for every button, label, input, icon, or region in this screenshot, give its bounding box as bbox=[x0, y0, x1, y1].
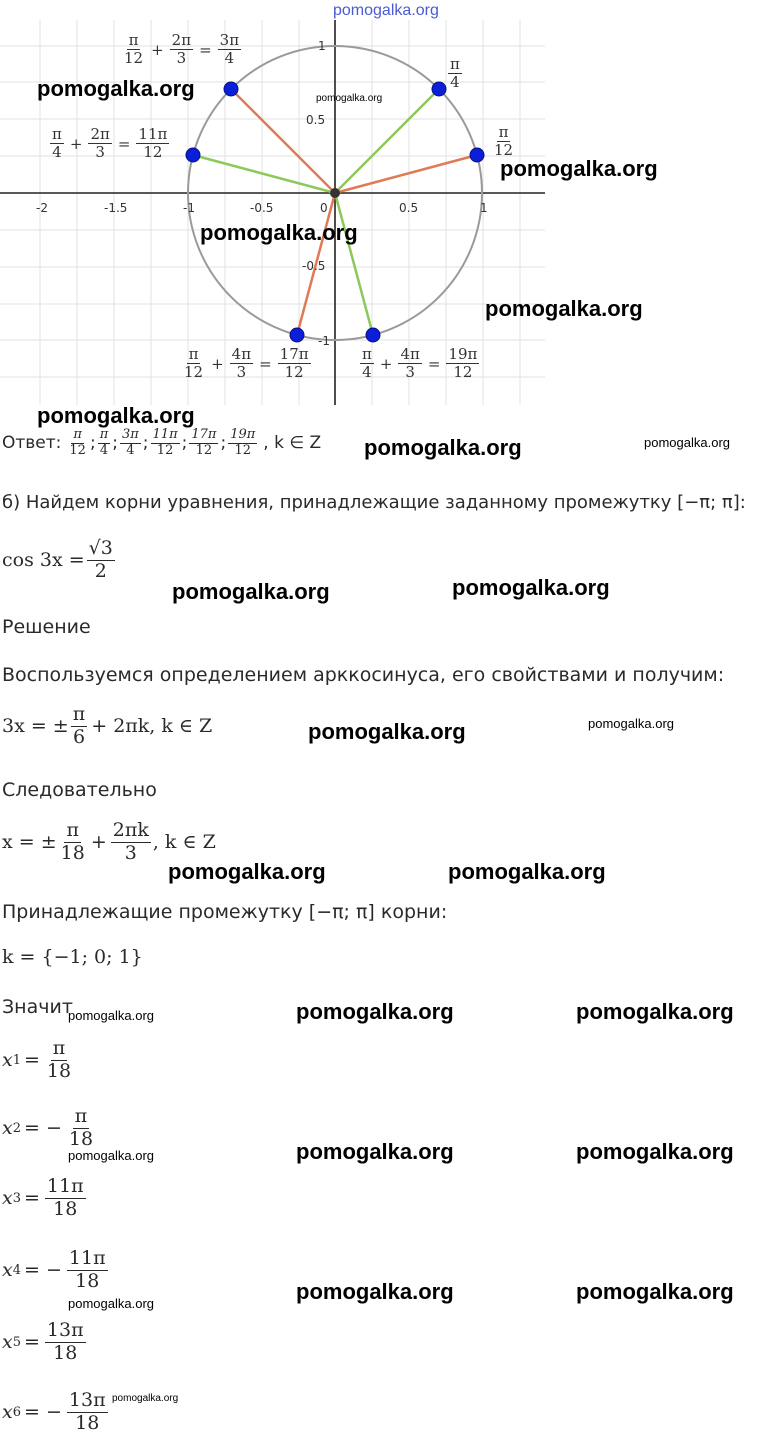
point-pi-12 bbox=[470, 148, 484, 162]
tick-x-0-5: 0.5 bbox=[399, 201, 419, 215]
equation-cos3x: cos 3x = $\frac{√3}{2}$ bbox=[2, 537, 113, 582]
watermark: pomogalka.org bbox=[200, 220, 358, 245]
label-3pi-4: $\frac{\pi}{12}$ + $\frac{2\pi}{3}$ = $\frac{3\pi}{4}$ bbox=[124, 31, 240, 68]
tick-x-neg1-5: -1.5 bbox=[104, 201, 128, 215]
watermark: pomogalka.org bbox=[37, 76, 195, 101]
watermark: pomogalka.org bbox=[68, 1296, 154, 1311]
k-set: k = {−1; 0; 1} bbox=[2, 946, 143, 968]
hence-text: Значит bbox=[2, 996, 73, 1018]
watermark: pomogalka.org bbox=[112, 1393, 179, 1404]
watermark: pomogalka.org bbox=[588, 716, 674, 731]
origin-point bbox=[330, 188, 340, 198]
point-19pi-12 bbox=[366, 328, 380, 342]
equation-x: x = ± $\frac{\pi}{18}$ + $\frac{2\pi k}{3}$ , k ∈ Z bbox=[2, 819, 216, 864]
root-x2: x 2 = − $\frac{\pi}{18}$ bbox=[2, 1105, 94, 1150]
label-11pi-12: $\frac{\pi}{4}$ + $\frac{2\pi}{3}$ = $\frac{11\pi}{12}$ bbox=[52, 125, 168, 162]
answer-label: Ответ: bbox=[2, 433, 62, 454]
watermark: pomogalka.org bbox=[576, 999, 734, 1024]
answer-line: Ответ: $\frac{\pi}{12}$ ; $\frac{\pi}{4}$ ; $\frac{3\pi}{4}$ ; $\frac{11\pi}{12}$ ; $\frac{17\pi}{12}$ ; $\frac{19\pi}{12}$ , k ∈ Z bbox=[2, 427, 322, 458]
equation-3x: 3x = ± $\frac{\pi}{6}$ + 2πk, k ∈ Z bbox=[2, 703, 213, 748]
part-b-heading: б) Найдем корни уравнения, принадлежащие заданному промежутку [−π; π]: bbox=[2, 492, 746, 513]
root-x6: x 6 = − $\frac{13\pi}{18}$ bbox=[2, 1389, 106, 1434]
watermark: pomogalka.org bbox=[68, 1148, 154, 1163]
watermark: pomogalka.org bbox=[576, 1279, 734, 1304]
root-x5: x 5 = $\frac{13\pi}{18}$ bbox=[2, 1319, 84, 1364]
tick-y-0-5: 0.5 bbox=[306, 113, 326, 127]
watermark: pomogalka.org bbox=[485, 296, 643, 321]
point-11pi-12 bbox=[186, 148, 200, 162]
arccos-text: Воспользуемся определением арккосинуса, его свойствами и получим: bbox=[2, 664, 725, 686]
watermark: pomogalka.org bbox=[500, 156, 658, 181]
watermark: pomogalka.org bbox=[168, 859, 326, 884]
solution-heading: Решение bbox=[2, 616, 91, 638]
point-17pi-12 bbox=[290, 328, 304, 342]
tick-x-neg2: -2 bbox=[36, 201, 48, 215]
label-19pi-12: $\frac{\pi}{4}$ + $\frac{4\pi}{3}$ = $\frac{19\pi}{12}$ bbox=[362, 345, 478, 382]
tick-y-neg1: -1 bbox=[318, 334, 330, 348]
watermark: pomogalka.org bbox=[172, 579, 330, 604]
watermark: pomogalka.org bbox=[452, 575, 610, 600]
watermark: pomogalka.org bbox=[296, 999, 454, 1024]
belong-text: Принадлежащие промежутку [−π; π] корни: bbox=[2, 901, 448, 923]
watermark: pomogalka.org bbox=[296, 1139, 454, 1164]
watermark: pomogalka.org bbox=[308, 719, 466, 744]
point-pi-4 bbox=[432, 82, 446, 96]
watermark-top: pomogalka.org bbox=[333, 2, 439, 19]
tick-x-neg0-5: -0.5 bbox=[250, 201, 274, 215]
watermark: pomogalka.org bbox=[576, 1139, 734, 1164]
root-x3: x 3 = $\frac{11\pi}{18}$ bbox=[2, 1175, 84, 1220]
watermark: pomogalka.org bbox=[296, 1279, 454, 1304]
watermark: pomogalka.org bbox=[364, 435, 522, 460]
watermark: pomogalka.org bbox=[68, 1008, 154, 1023]
root-x4: x 4 = − $\frac{11\pi}{18}$ bbox=[2, 1247, 106, 1292]
label-17pi-12: $\frac{\pi}{12}$ + $\frac{4\pi}{3}$ = $\frac{17\pi}{12}$ bbox=[184, 345, 309, 382]
tick-x-neg1: -1 bbox=[183, 201, 195, 215]
watermark: pomogalka.org bbox=[37, 403, 195, 428]
tick-y-1: 1 bbox=[318, 39, 326, 53]
watermark: pomogalka.org bbox=[644, 435, 730, 450]
tick-x-0: 0 bbox=[320, 201, 328, 215]
watermark: pomogalka.org bbox=[316, 93, 383, 104]
root-x1: x 1 = $\frac{\pi}{18}$ bbox=[2, 1037, 72, 1082]
label-pi-12: $\frac{\pi}{12}$ bbox=[494, 123, 514, 160]
tick-y-neg0-5: -0.5 bbox=[302, 259, 326, 273]
therefore-text: Следовательно bbox=[2, 779, 157, 801]
tick-x-1: 1 bbox=[480, 201, 488, 215]
watermark: pomogalka.org bbox=[448, 859, 606, 884]
point-3pi-4 bbox=[224, 82, 238, 96]
label-pi-4: $\frac{\pi}{4}$ bbox=[450, 55, 460, 92]
